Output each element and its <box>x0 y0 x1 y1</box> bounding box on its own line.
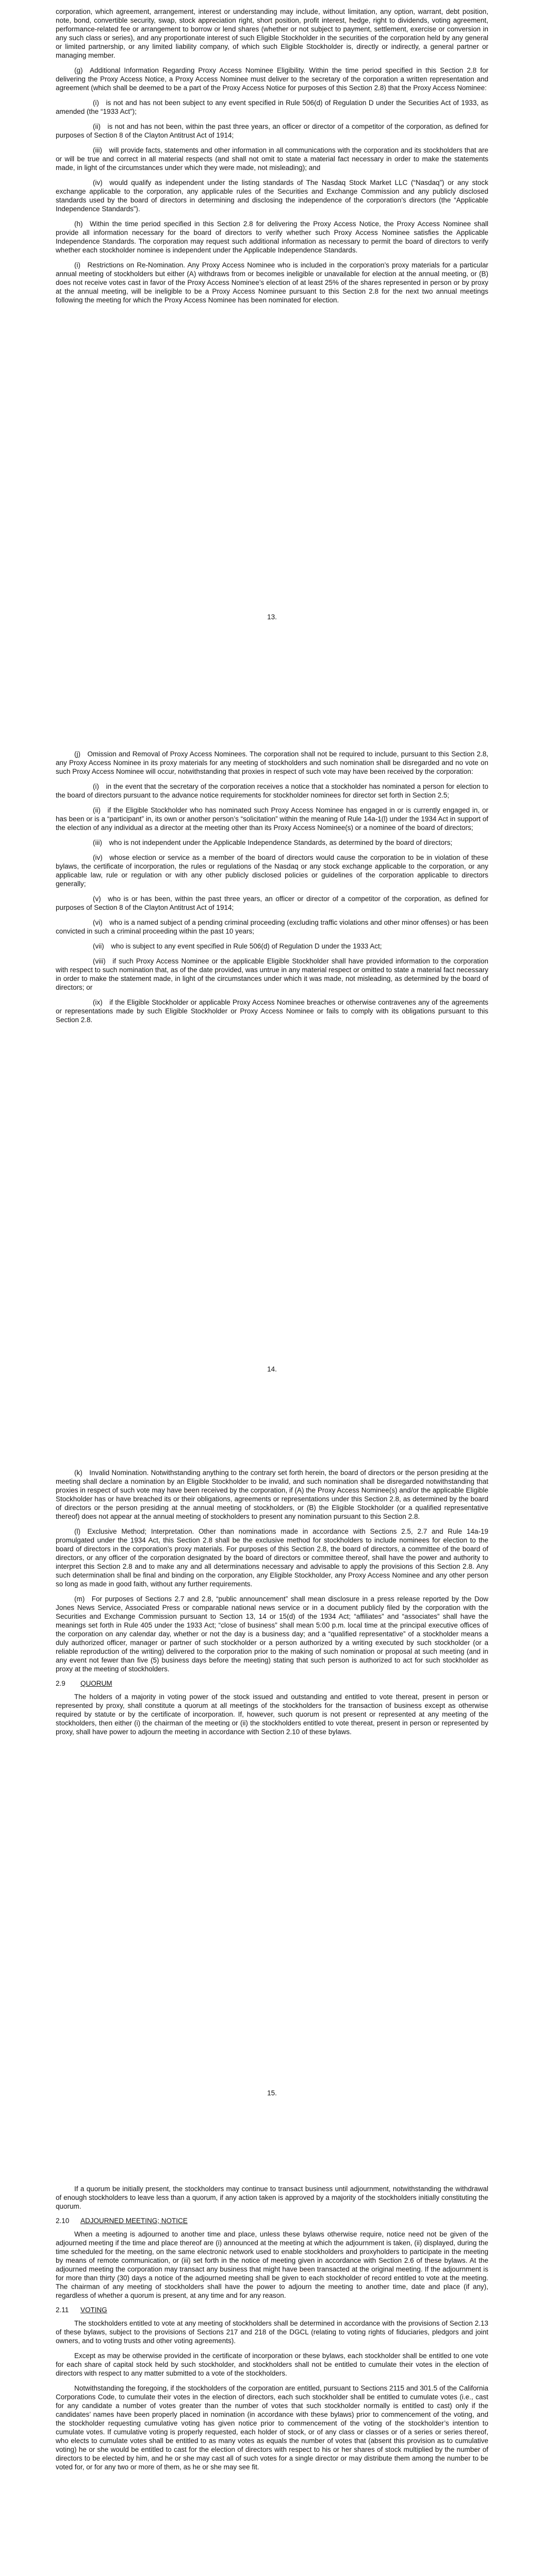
paragraph-j-vii: (vii) who is subject to any event specified in Rule 506(d) of Regulation D under the 1933 Act; <box>93 942 382 950</box>
page-16 <box>0 2154 544 2576</box>
paragraph-l: (l) Exclusive Method; Interpretation. Other than nominations made in accordance with Sections 2.5, 2.7 and Rule 14a-19 promulgated under the 1934 Act, this Section 2.8 shall be the exclusive method for stockholders to include nominees for election to the board of directors in the corporation’s proxy materials. For purposes of this Section 2.8, the board of directors, a committee of the board of directors, or any officer of the corporation designated by the board of directors or committee thereof, shall have the power and authority to interpret this Section 2.8 and to make any and all determinations necessary and advisable to apply the provisions of this Section 2.8. Any such determination shall be final and binding on the corporation, any Eligible Stockholder, any Proxy Access Nominee and any other person so long as made in good faith, without any further requirements. <box>56 1528 488 1588</box>
section-heading-adjourned-meeting <box>56 2217 488 2225</box>
page-16-body <box>56 2184 488 2478</box>
paragraph-j-i: (i) in the event that the secretary of the corporation receives a notice that a stockholder has nominated a person for election to the board of directors pursuant to the advance notice requirements for stockholder nominees for director set forth in Section 2.5; <box>56 783 488 799</box>
section-heading-quorum <box>56 1680 488 1687</box>
page-15 <box>0 1437 544 2110</box>
section-number: 2.9 <box>56 1680 65 1687</box>
paragraph-voting-2: Except as may be otherwise provided in the certificate of incorporation or these bylaws, each stockholder shall be entitled to one vote for each share of capital stock held by such stockholder, and stockholders shall not be entitled to cumulate their votes in the election of directors with respect to any matter submitted to a vote of the stockholders. <box>56 2352 488 2377</box>
paragraph-k: (k) Invalid Nomination. Notwithstanding anything to the contrary set forth herein, the board of directors or the person presiding at the meeting shall declare a nomination by an Eligible Stockholder to be invalid, and such nomination shall be disregarded notwithstanding that proxies in respect of such vote may have been received by the corporation, if (A) the Proxy Access Nominee(s) and/or the applicable Eligible Stockholder has or have breached its or their obligations, agreements or representations under this Section 2.8, as determined by the board of directors or the person presiding at the annual meeting of stockholders, or (B) the Eligible Stockholder (or a qualified representative thereof) does not appear at the annual meeting of stockholders to present any nomination pursuant to this Section 2.8. <box>56 1469 488 1520</box>
paragraph-j-viii: (viii) if such Proxy Access Nominee or the applicable Eligible Stockholder shall have provided information to the corporation with respect to such nomination that, as of the date provided, was untrue in any material respect or omitted to state a material fact necessary in order to make the statement made, in light of the circumstances under which it was made, not misleading, as determined by the board of directors; or <box>56 957 488 991</box>
paragraph-j: (j) Omission and Removal of Proxy Access Nominees. The corporation shall not be required to include, pursuant to this Section 2.8, any Proxy Access Nominee in its proxy materials for any meeting of stockholders and such nomination shall be disregarded and no vote on such Proxy Access Nominee will occur, notwithstanding that proxies in respect of such vote may have been received by the corporation: <box>56 750 488 775</box>
paragraph-j-vi: (vi) who is a named subject of a pending criminal proceeding (excluding traffic violations and other minor offenses) or has been convicted in such a criminal proceeding within the past 10 years; <box>56 919 488 935</box>
paragraph-j-v: (v) who is or has been, within the past three years, an officer or director of a competitor of the corporation, as defined for purposes of Section 8 of the Clayton Antitrust Act of 1914; <box>56 895 488 911</box>
paragraph-g-iii: (iii) will provide facts, statements and other information in all communications with the corporation and its stockholders that are or will be true and correct in all material respects (and shall not omit to state a material fact necessary in order to make the statements made, in light of the circumstances under which they were made, not misleading); and <box>56 146 488 172</box>
page-number: 13. <box>267 613 277 621</box>
section-title: QUORUM <box>80 1680 112 1687</box>
paragraph-m: (m) For purposes of Sections 2.7 and 2.8, “public announcement” shall mean disclosure in a press release reported by the Dow Jones News Service, Associated Press or comparable national news service or in a document publicly filed by the corporation with the Securities and Exchange Commission pursuant to Section 13, 14 or 15(d) of the 1934 Act; “affiliates” and “associates” shall have the meanings set forth in Rule 405 under the 1933 Act; “close of business” shall mean 5:00 p.m. local time at the principal executive offices of the corporation on any calendar day, whether or not the day is a business day; and a “qualified representative” of a stockholder means a duly authorized officer, manager or partner of such stockholder or a person authorized by a writing executed by such stockholder (or a reliable reproduction of the writing) delivered to the corporation prior to the making of such nomination or proposal at such meeting (and in any event not fewer than five (5) business days before the meeting) stating that such person is authorized to act for such stockholder as proxy at the meeting of stockholders. <box>56 1595 488 1673</box>
section-number: 2.10 <box>56 2217 70 2225</box>
page-14-body <box>56 750 488 1030</box>
paragraph-j-ii: (ii) if the Eligible Stockholder who has nominated such Proxy Access Nominee has engaged in or is currently engaged in, or has been or is a “participant” in, its own or another person’s “solicitation” within the meaning of Rule 14a-1(l) under the 1934 Act in support of the election of any individual as a director at the meeting other than its Proxy Access Nominee(s) or a nominee of the board of directors; <box>56 806 488 832</box>
paragraph-g: (g) Additional Information Regarding Proxy Access Nominee Eligibility. Within the time period specified in this Section 2.8 for delivering the Proxy Access Notice, a Proxy Access Nominee must deliver to the secretary of the corporation a written representation and agreement (which shall be deemed to be a part of the Proxy Access Notice for purposes of this Section 2.8) that the Proxy Access Nominee: <box>56 66 488 92</box>
paragraph-i: (i) Restrictions on Re-Nomination. Any Proxy Access Nominee who is included in the corporation’s proxy materials for a particular annual meeting of stockholders but either (A) withdraws from or becomes ineligible or unavailable for election at the annual meeting, or (B) does not receive votes cast in favor of the Proxy Access Nominee’s election of at least 25% of the shares represented in person or by proxy at the annual meeting, will be ineligible to be a Proxy Access Nominee pursuant to this Section 2.8 for the next two annual meetings following the meeting for which the Proxy Access Nominee has been nominated for election. <box>56 261 488 304</box>
paragraph-j-iv: (iv) whose election or service as a member of the board of directors would cause the corporation to be in violation of these bylaws, the certificate of incorporation, the rules or regulations of the Nasdaq or any stock exchange applicable to the corporation, or any applicable law, rule or regulation or with any other publicly disclosed policies or guidelines of the corporation applicable to directors generally; <box>56 854 488 888</box>
page-13-body <box>56 7 488 311</box>
paragraph-quorum-continued: If a quorum be initially present, the stockholders may continue to transact business until adjournment, notwithstanding the withdrawal of enough stockholders to leave less than a quorum, if any action taken is approved by a majority of the stockholders initially constituting the quorum. <box>56 2185 488 2210</box>
paragraph-voting-1: The stockholders entitled to vote at any meeting of stockholders shall be determined in accordance with the provisions of Section 2.13 of these bylaws, subject to the provisions of Sections 217 and 218 of the DGCL (relating to voting rights of fiduciaries, pledgors and joint owners, and to voting trusts and other voting agreements). <box>56 2319 488 2345</box>
section-title: VOTING <box>80 2306 107 2314</box>
paragraph-g-i: (i) is not and has not been subject to any event specified in Rule 506(d) of Regulation D under the Securities Act of 1933, as amended (the “1933 Act”); <box>56 99 488 115</box>
page-13 <box>0 0 544 672</box>
paragraph-g-iv: (iv) would qualify as independent under the listing standards of The Nasdaq Stock Market LLC (“Nasdaq”) or any stock exchange applicable to the corporation, any applicable rules of the Securities and Exchange Commission and any publicly disclosed standards used by the board of directors in determining and disclosing the independence of the corporation’s directors (the “Applicable Independence Standards”). <box>56 179 488 213</box>
paragraph-adjourned-meeting: When a meeting is adjourned to another time and place, unless these bylaws otherwise require, notice need not be given of the adjourned meeting if the time and place thereof are (i) announced at the meeting at which the adjournment is taken, (ii) displayed, during the time scheduled for the meeting, on the same electronic network used to enable stockholders and proxyholders to participate in the meeting by means of remote communication, or (iii) set forth in the notice of meeting given in accordance with Section 2.6 of these bylaws. At the adjourned meeting the corporation may transact any business that might have been transacted at the original meeting. If the adjournment is for more than thirty (30) days a notice of the adjourned meeting shall be given to each stockholder of record entitled to vote at the meeting. The chairman of any meeting of stockholders shall have the power to adjourn the meeting to another time, date and place (if any), regardless of whether a quorum is present, at any time and for any reason. <box>56 2230 488 2299</box>
section-number: 2.11 <box>56 2306 69 2314</box>
page-15-body <box>56 1468 488 1742</box>
paragraph-voting-3: Notwithstanding the foregoing, if the stockholders of the corporation are entitled, pursuant to Sections 2115 and 301.5 of the California Corporations Code, to cumulate their votes in the election of directors, each such stockholder shall be entitled to cumulate votes (i.e., cast for any candidate a number of votes greater than the number of votes that such stockholder normally is entitled to cast) only if the candidates’ names have been properly placed in nomination (in accordance with these bylaws) prior to commencement of the voting, and the stockholder requesting cumulative voting has given notice prior to commencement of the voting of the stockholder’s intention to cumulate votes. If cumulative voting is properly requested, each holder of stock, or of any class or classes or of a series or series thereof, who elects to cumulate votes shall be entitled to as many votes as equals the number of votes that (absent this provision as to cumulative voting) he or she would be entitled to cast for the election of directors with respect to his or her shares of stock multiplied by the number of directors to be elected by him, and he or she may cast all of such votes for a single director or may distribute them among the number to be voted for, or for any two or more of them, as he or she may see fit. <box>56 2384 488 2471</box>
section-title: ADJOURNED MEETING; NOTICE <box>80 2217 188 2225</box>
paragraph-j-ix: (ix) if the Eligible Stockholder or applicable Proxy Access Nominee breaches or otherwise contravenes any of the agreements or representations made by such Eligible Stockholder or Proxy Access Nominee or fails to comply with its obligations pursuant to this Section 2.8. <box>56 998 488 1024</box>
paragraph-g-ii: (ii) is not and has not been, within the past three years, an officer or director of a competitor of the corporation, as defined for purposes of Section 8 of the Clayton Antitrust Act of 1914; <box>56 123 488 139</box>
section-heading-voting <box>56 2306 488 2314</box>
paragraph: corporation, which agreement, arrangement, interest or understanding may include, without limitation, any option, warrant, debt position, note, bond, convertible security, swap, stock appreciation right, short position, profit interest, hedge, right to dividends, voting agreement, performance-related fee or arrangement to borrow or lend shares (whether or not subject to payment, settlement, exercise or conversion in any such class or series), and any proportionate interest of such Eligible Stockholder in the securities of the corporation held by any general or limited partnership, or any limited liability company, of which such Eligible Stockholder is, directly or indirectly, a general partner or managing member. <box>56 8 488 59</box>
paragraph-quorum: The holders of a majority in voting power of the stock issued and outstanding and entitled to vote thereat, present in person or represented by proxy, shall constitute a quorum at all meetings of the stockholders for the transaction of business except as otherwise required by statute or by the certificate of incorporation. If, however, such quorum is not present or represented at any meeting of the stockholders, then either (i) the chairman of the meeting or (ii) the stockholders entitled to vote thereat, present in person or represented by proxy, shall have power to adjourn the meeting in accordance with Section 2.10 of these bylaws. <box>56 1693 488 1736</box>
page-number: 14. <box>267 1365 277 1373</box>
paragraph-h: (h) Within the time period specified in this Section 2.8 for delivering the Proxy Access Notice, the Proxy Access Nominee shall provide all information necessary for the board of directors to verify whether such Proxy Access Nominee satisfies the Applicable Independence Standards. The corporation may request such additional information as necessary to permit the board of directors to verify whether each stockholder nominee is independent under the Applicable Independence Standards. <box>56 220 488 254</box>
page-number: 15. <box>267 2089 277 2097</box>
paragraph-j-iii: (iii) who is not independent under the Applicable Independence Standards, as determined by the board of directors; <box>93 839 453 846</box>
page-14 <box>0 719 544 1391</box>
